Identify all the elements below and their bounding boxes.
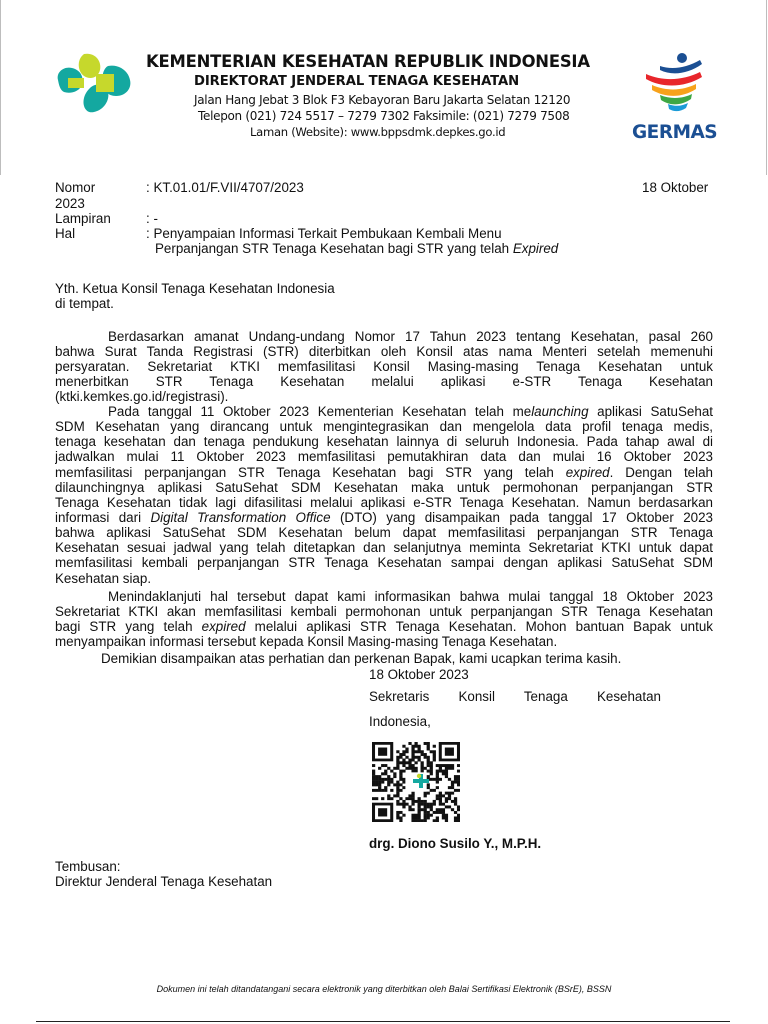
letterhead-phone: Telepon (021) 724 5517 – 7279 7302 Faksimile: (021) 7279 7508 xyxy=(198,109,570,123)
body-line xyxy=(55,511,713,526)
body-italic: launching xyxy=(531,405,589,419)
germas-logo-icon xyxy=(630,52,716,114)
body-text: aplikasi SatuSehat xyxy=(588,405,713,419)
body-line: jadwalkan mulai 11 Oktober 2023 memfasilitasi pemutakhiran data dan mulai 16 Oktober 2023 xyxy=(55,450,713,464)
body-italic: Digital Transformation Office xyxy=(150,511,331,525)
body-line xyxy=(108,405,713,420)
letter-year: 2023 xyxy=(55,196,85,211)
body-text: memfasilitasi perpanjangan STR Tenaga Kesehatan bagi STR yang telah xyxy=(55,466,566,480)
letterhead-website: Laman (Website): www.bppsdmk.depkes.go.id xyxy=(250,125,506,139)
closing-line: Demikian disampaikan atas perhatian dan perkenan Bapak, kami ucapkan terima kasih. xyxy=(101,651,622,666)
ministry-name: KEMENTERIAN KESEHATAN REPUBLIK INDONESIA xyxy=(146,52,590,71)
hal-line-1: : Penyampaian Informasi Terkait Pembukaan Kembali Menu xyxy=(146,226,502,241)
body-italic: expired xyxy=(565,466,610,480)
body-text: bagi STR yang telah xyxy=(55,620,202,634)
body-line: memfasilitasi kembali perpanjangan STR Tenaga Kesehatan sampai dengan aplikasi SatuSehat SDM xyxy=(55,556,713,570)
body-line: Berdasarkan amanat Undang-undang Nomor 17 Tahun 2023 tentang Kesehatan, pasal 260 xyxy=(108,330,713,344)
letterhead-address: Jalan Hang Jebat 3 Blok F3 Kebayoran Baru Jakarta Selatan 12120 xyxy=(194,93,571,107)
qr-code-icon xyxy=(372,742,460,822)
recipient-line-2: di tempat. xyxy=(55,296,114,311)
body-line: SDM Kesehatan yang dirancang untuk mengintegrasikan dan mengelola data profil tenaga medis, xyxy=(55,420,713,434)
hal-line-2 xyxy=(155,241,558,257)
body-line: (ktki.kemkes.go.id/registrasi). xyxy=(55,390,229,404)
body-line: Sekretariat KTKI akan memfasilitasi kembali permohonan untuk perpanjangan STR Tenaga Kesehatan xyxy=(55,605,713,619)
signature-title-line-2: Indonesia, xyxy=(369,714,431,729)
body-text: Pada tanggal 11 Oktober 2023 Kementerian Kesehatan telah me xyxy=(108,405,532,419)
signature-date: 18 Oktober 2023 xyxy=(369,667,469,682)
cc-label: Tembusan: xyxy=(55,859,121,874)
body-line: dilaunchingnya aplikasi SatuSehat SDM Kesehatan maka untuk permohonan perpanjangan STR xyxy=(55,481,713,495)
body-line: tenaga kesehatan dan tenaga pendukung kesehatan lainnya di seluruh Indonesia. Pada tahap awal di xyxy=(55,435,713,449)
bottom-rule xyxy=(36,1021,730,1022)
body-line: Menindaklanjuti hal tersebut dapat kami informasikan bahwa mulai tanggal 18 Oktober 2023 xyxy=(108,590,713,604)
body-line: menerbitkan STR Tenaga Kesehatan melalui aplikasi e-STR Tenaga Kesehatan xyxy=(55,375,713,389)
body-line: menyampaikan informasi tersebut kepada Konsil Masing-masing Tenaga Kesehatan. xyxy=(55,635,558,649)
page-edge-left xyxy=(0,0,1,175)
nomor-value: : KT.01.01/F.VII/4707/2023 xyxy=(146,180,304,195)
hal-line-2-italic: Expired xyxy=(512,241,559,256)
body-line: Tenaga Kesehatan tidak lagi difasilitasi melalui aplikasi e-STR Tenaga Kesehatan. Namun berdasarkan xyxy=(55,496,713,510)
body-line: persyaratan. Sekretariat KTKI memfasilitasi Konsil Masing-masing Tenaga Kesehatan untuk xyxy=(55,360,713,374)
body-line: bahwa aplikasi SatuSehat SDM Kesehatan belum dapat memfasilitasi perpanjangan STR Tenaga xyxy=(55,526,713,540)
directorate-name: DIREKTORAT JENDERAL TENAGA KESEHATAN xyxy=(194,74,520,89)
cc-recipient: Direktur Jenderal Tenaga Kesehatan xyxy=(55,874,273,889)
lampiran-label: Lampiran xyxy=(55,211,111,226)
hal-label: Hal xyxy=(55,226,76,241)
kemenkes-logo xyxy=(54,52,140,116)
lampiran-value: : - xyxy=(146,211,158,226)
body-text: melalui aplikasi STR Tenaga Kesehatan. Mohon bantuan Bapak untuk xyxy=(245,620,713,634)
hal-line-2-text: Perpanjangan STR Tenaga Kesehatan bagi STR yang telah xyxy=(155,241,513,256)
signature-title-line-1: Sekretaris Konsil Tenaga Kesehatan xyxy=(369,689,661,704)
body-text: (DTO) yang disampaikan pada tanggal 17 Oktober 2023 xyxy=(330,511,713,525)
esign-footer: Dokumen ini telah ditandatangani secara elektronik yang diterbitkan oleh Balai Sertifikasi Elektronik (BSrE), BSSN xyxy=(156,984,612,994)
signer-name: drg. Diono Susilo Y., M.P.H. xyxy=(369,836,542,851)
body-line xyxy=(55,466,713,481)
page-edge-right xyxy=(766,0,767,175)
germas-label: GERMAS xyxy=(632,122,718,143)
body-text: informasi dari xyxy=(55,511,151,525)
nomor-label: Nomor xyxy=(55,180,96,195)
recipient-line-1: Yth. Ketua Konsil Tenaga Kesehatan Indonesia xyxy=(55,281,335,296)
body-italic: expired xyxy=(201,620,246,634)
body-line xyxy=(55,620,713,635)
body-line: Kesehatan sesuai jadwal yang telah ditetapkan dan selanjutnya meminta Sekretariat KTKI untuk dapat xyxy=(55,541,713,555)
body-line: Kesehatan siap. xyxy=(55,572,152,586)
body-line: bahwa Surat Tanda Registrasi (STR) diterbitkan oleh Konsil atas nama Menteri setelah memenuhi xyxy=(55,345,713,359)
body-text: . Dengan telah xyxy=(609,466,713,480)
letter-date: 18 Oktober xyxy=(642,180,709,195)
